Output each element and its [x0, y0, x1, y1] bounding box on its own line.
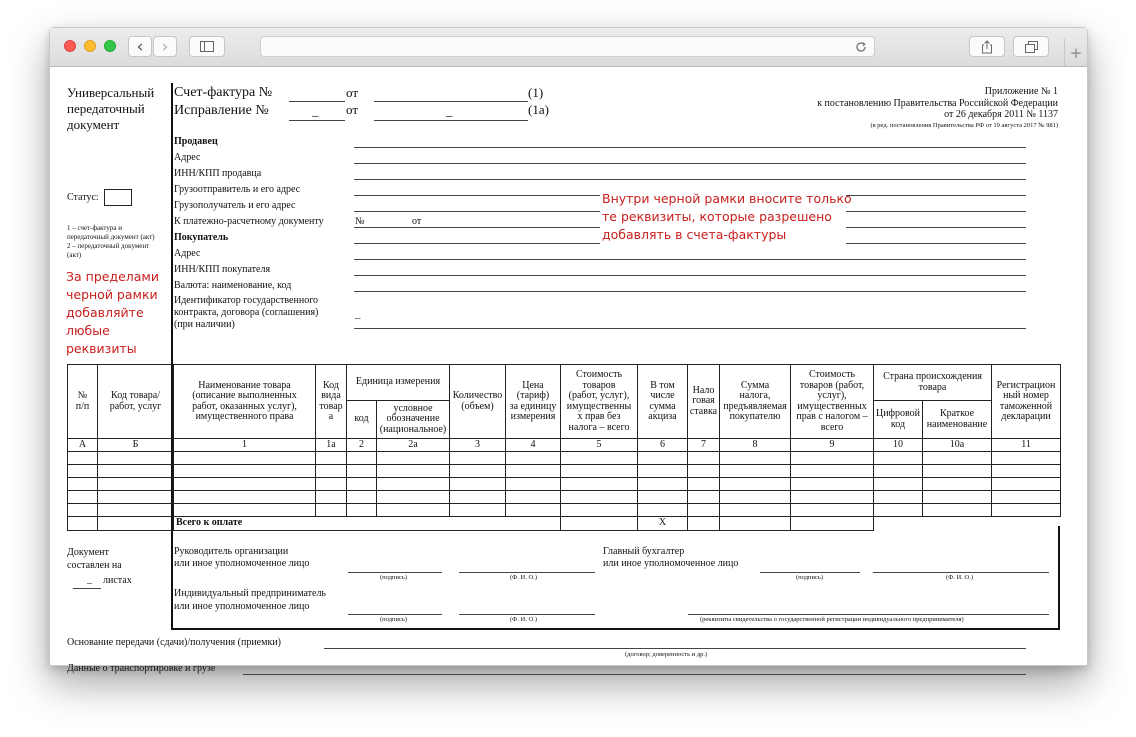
- header-country-short: Краткое наименование: [923, 401, 992, 439]
- header-unit-code: код: [347, 401, 377, 439]
- table-row: [68, 478, 1061, 491]
- frame-bottom-border: [171, 628, 1060, 630]
- entrepreneur-fio-caption: (Ф. И. О.): [510, 616, 537, 623]
- header-unit-name: условное обозначение (национальное): [377, 401, 450, 439]
- entrepreneur-label-2: или иное уполномоченное лицо: [174, 601, 310, 612]
- payment-doc-line-right[interactable]: [846, 227, 1026, 228]
- inside-note-line2: те реквизиты, которые разрешено: [602, 209, 832, 224]
- col-id: 5: [561, 439, 638, 452]
- header-country: Страна происхождения товара: [874, 365, 992, 401]
- goods-table: [67, 364, 1061, 531]
- head-fio-caption: (Ф. И. О.): [510, 574, 537, 581]
- col-id: 6: [638, 439, 688, 452]
- entrepreneur-label-1: Индивидуальный предприниматель: [174, 588, 326, 599]
- inside-frame-note: [602, 190, 852, 244]
- doc-count-label-1: Документ: [67, 547, 109, 558]
- correction-dash-1: _: [312, 103, 319, 118]
- total-tax-cell[interactable]: [720, 517, 791, 531]
- col-id: А: [68, 439, 98, 452]
- col-id: 2а: [377, 439, 450, 452]
- invoice-date-line[interactable]: [374, 101, 528, 102]
- table-row: [68, 465, 1061, 478]
- total-sum-cell[interactable]: [791, 517, 874, 531]
- sidebar-button[interactable]: [189, 36, 225, 57]
- buyer-line-right[interactable]: [846, 243, 1026, 244]
- payment-doc-line[interactable]: [354, 227, 600, 228]
- col-id: 8: [720, 439, 791, 452]
- col-id: 4: [506, 439, 561, 452]
- forward-button[interactable]: [153, 36, 177, 57]
- minimize-window-button[interactable]: [84, 40, 96, 52]
- entrepreneur-fio-line[interactable]: [459, 614, 595, 615]
- currency-line[interactable]: [354, 291, 1026, 292]
- sheets-count-line[interactable]: [73, 588, 101, 589]
- header-kind-code: Код вида товар а: [316, 365, 347, 439]
- new-tab-button[interactable]: [1064, 39, 1087, 66]
- outside-note-line5: реквизиты: [66, 341, 137, 356]
- head-label-2: или иное уполномоченное лицо: [174, 558, 310, 569]
- status-note-2: передаточный документ (акт): [67, 233, 155, 241]
- transport-label: Данные о транспортировке и грузе: [67, 663, 216, 674]
- correction-dash-2: _: [446, 103, 453, 118]
- contract-dash: _: [355, 308, 361, 320]
- buyer-address-line[interactable]: [354, 259, 1026, 260]
- payment-doc-from-label: от: [412, 216, 422, 227]
- frame-left-border: [171, 83, 173, 628]
- payment-doc-label: К платежно-расчетному документу: [174, 216, 324, 227]
- payment-doc-num-label: №: [355, 216, 365, 227]
- chief-acc-fio-caption: (Ф. И. О.): [946, 574, 973, 581]
- frame-right-border: [1058, 526, 1060, 630]
- total-label: Всего к оплате: [174, 517, 561, 531]
- outside-note-line2: черной рамки: [66, 287, 158, 302]
- correction-from-label: от: [346, 102, 359, 117]
- close-window-button[interactable]: [64, 40, 76, 52]
- chief-acc-label-1: Главный бухгалтер: [603, 546, 685, 557]
- buyer-label: Покупатель: [174, 232, 229, 243]
- total-row: [68, 517, 1061, 531]
- chief-acc-label-2: или иное уполномоченное лицо: [603, 558, 739, 569]
- consignee-line[interactable]: [354, 211, 600, 212]
- buyer-address-label: Адрес: [174, 248, 201, 259]
- sheets-dash: _: [87, 574, 92, 585]
- seller-address-line[interactable]: [354, 163, 1026, 164]
- contract-label-1: Идентификатор государственного: [174, 295, 319, 306]
- sidebar-icon: [200, 41, 214, 52]
- doc-count-label-2: составлен на: [67, 560, 122, 571]
- consignor-label: Грузоотправитель и его адрес: [174, 184, 301, 195]
- seller-label: Продавец: [174, 136, 218, 147]
- header-price: Цена (тариф) за единицу измерения: [506, 365, 561, 439]
- basis-line[interactable]: [324, 648, 1026, 649]
- entrepreneur-sign-caption: (подпись): [380, 616, 407, 623]
- total-excise-cell: X: [638, 517, 688, 531]
- inside-note-line1: Внутри черной рамки вносите только: [602, 191, 852, 206]
- certificate-line[interactable]: [688, 614, 1049, 615]
- correction-number-line[interactable]: [289, 120, 345, 121]
- col-id: 11: [992, 439, 1061, 452]
- invoice-from-label: от: [346, 85, 359, 100]
- table-row: [68, 491, 1061, 504]
- consignor-line-right[interactable]: [846, 195, 1026, 196]
- appendix-line4: (в ред. постановления Правительства РФ от 19 августа 2017 № 981): [870, 122, 1058, 129]
- outside-note-line4: любые: [66, 323, 110, 338]
- tabs-icon: [1025, 41, 1038, 53]
- contract-label-3: (при наличии): [174, 319, 235, 330]
- head-fio-line[interactable]: [459, 572, 595, 573]
- basis-label: Основание передачи (сдачи)/получения (приемки): [67, 637, 281, 648]
- currency-label: Валюта: наименование, код: [174, 280, 292, 291]
- header-cost: Стоимость товаров (работ, услуг), имущественны х прав без налога – всего: [561, 365, 638, 439]
- appendix-line3: от 26 декабря 2011 № 1137: [944, 109, 1058, 120]
- doc-title-line1: Универсальный: [67, 85, 155, 100]
- header-code: Код товара/ работ, услуг: [98, 365, 174, 439]
- seller-inn-line[interactable]: [354, 179, 1026, 180]
- table-row: [68, 452, 1061, 465]
- transport-line[interactable]: [243, 674, 1026, 675]
- chief-acc-sign-caption: (подпись): [796, 574, 823, 581]
- basis-note: (договор; доверенность и др.): [625, 651, 708, 658]
- contract-label-2: контракта, договора (соглашения): [174, 307, 319, 318]
- header-qty: Количество (объем): [450, 365, 506, 439]
- doc-title-line2: передаточный: [67, 101, 145, 116]
- consignee-label: Грузополучатель и его адрес: [174, 200, 296, 211]
- header-name: Наименование товара (описание выполненных работ, оказанных услуг), имущественного права: [174, 365, 316, 439]
- header-excise: В том числе сумма акциза: [638, 365, 688, 439]
- sheets-label: листах: [103, 575, 132, 586]
- buyer-line[interactable]: [354, 243, 600, 244]
- column-ids-row: [68, 439, 1061, 452]
- correction-marker: (1а): [528, 102, 549, 117]
- appendix-line2: к постановлению Правительства Российской Федерации: [817, 98, 1058, 109]
- col-id: 1: [174, 439, 316, 452]
- inside-note-line3: добавлять в счета-фактуры: [602, 227, 787, 242]
- col-id: Б: [98, 439, 174, 452]
- col-id: 2: [347, 439, 377, 452]
- browser-toolbar: [50, 28, 1087, 67]
- header-country-digital: Цифровой код: [874, 401, 923, 439]
- back-button[interactable]: [128, 36, 152, 57]
- share-button[interactable]: [969, 36, 1005, 57]
- invoice-document: [50, 66, 1087, 674]
- head-label-1: Руководитель организации: [174, 546, 289, 557]
- tabs-button[interactable]: [1013, 36, 1049, 57]
- outside-note-line1: За пределами: [66, 269, 159, 284]
- col-id: 3: [450, 439, 506, 452]
- certificate-caption: (реквизиты свидетельства о государственной регистрации индивидуального предпринимателя): [700, 616, 964, 623]
- buyer-inn-line[interactable]: [354, 275, 1026, 276]
- status-note-4: (акт): [67, 251, 82, 259]
- share-icon: [981, 40, 993, 54]
- reload-icon[interactable]: [855, 41, 867, 53]
- head-sign-caption: (подпись): [380, 574, 407, 581]
- col-id: 10а: [923, 439, 992, 452]
- invoice-number-label: Счет-фактура №: [174, 85, 273, 100]
- col-id: 9: [791, 439, 874, 452]
- col-id: 10: [874, 439, 923, 452]
- header-reg: Регистрацион ный номер таможенной декларации: [992, 365, 1061, 439]
- header-num: № п/п: [68, 365, 98, 439]
- col-id: 7: [688, 439, 720, 452]
- invoice-marker: (1): [528, 85, 544, 100]
- chief-acc-fio-line[interactable]: [873, 572, 1049, 573]
- table-row: [68, 504, 1061, 517]
- status-box[interactable]: [104, 189, 132, 206]
- appendix-line1: Приложение № 1: [984, 86, 1058, 97]
- status-note-3: 2 – передаточный документ: [67, 242, 150, 250]
- status-label: Статус:: [67, 192, 99, 203]
- consignor-line[interactable]: [354, 195, 600, 196]
- consignee-line-right[interactable]: [846, 211, 1026, 212]
- doc-title-line3: документ: [67, 117, 120, 132]
- correction-number-label: Исправление №: [174, 103, 269, 118]
- forward-icon: ›: [161, 36, 169, 57]
- head-sign-line[interactable]: [348, 572, 442, 573]
- back-icon: ‹: [136, 36, 144, 57]
- outside-note-line3: добавляйте: [66, 305, 144, 320]
- total-cost-cell[interactable]: [561, 517, 638, 531]
- header-tax: Сумма налога, предъявляемая покупателю: [720, 365, 791, 439]
- header-unit: Единица измерения: [347, 365, 450, 401]
- buyer-inn-label: ИНН/КПП покупателя: [174, 264, 271, 275]
- seller-address-label: Адрес: [174, 152, 201, 163]
- seller-line[interactable]: [354, 147, 1026, 148]
- seller-inn-label: ИНН/КПП продавца: [174, 168, 262, 179]
- browser-window: [49, 27, 1088, 674]
- header-total: Стоимость товаров (работ, услуг), имущественных прав с налогом – всего: [791, 365, 874, 439]
- col-id: 1а: [316, 439, 347, 452]
- invoice-number-line[interactable]: [289, 101, 345, 102]
- maximize-window-button[interactable]: [104, 40, 116, 52]
- address-bar[interactable]: [260, 36, 875, 57]
- header-rate: Нало говая ставка: [688, 365, 720, 439]
- entrepreneur-sign-line[interactable]: [348, 614, 442, 615]
- outside-frame-note: [66, 268, 159, 358]
- chief-acc-sign-line[interactable]: [760, 572, 860, 573]
- correction-date-line[interactable]: [374, 120, 528, 121]
- status-note-1: 1 – счет-фактура и: [67, 224, 123, 232]
- contract-line[interactable]: [354, 328, 1026, 329]
- plus-icon: +: [1069, 43, 1083, 62]
